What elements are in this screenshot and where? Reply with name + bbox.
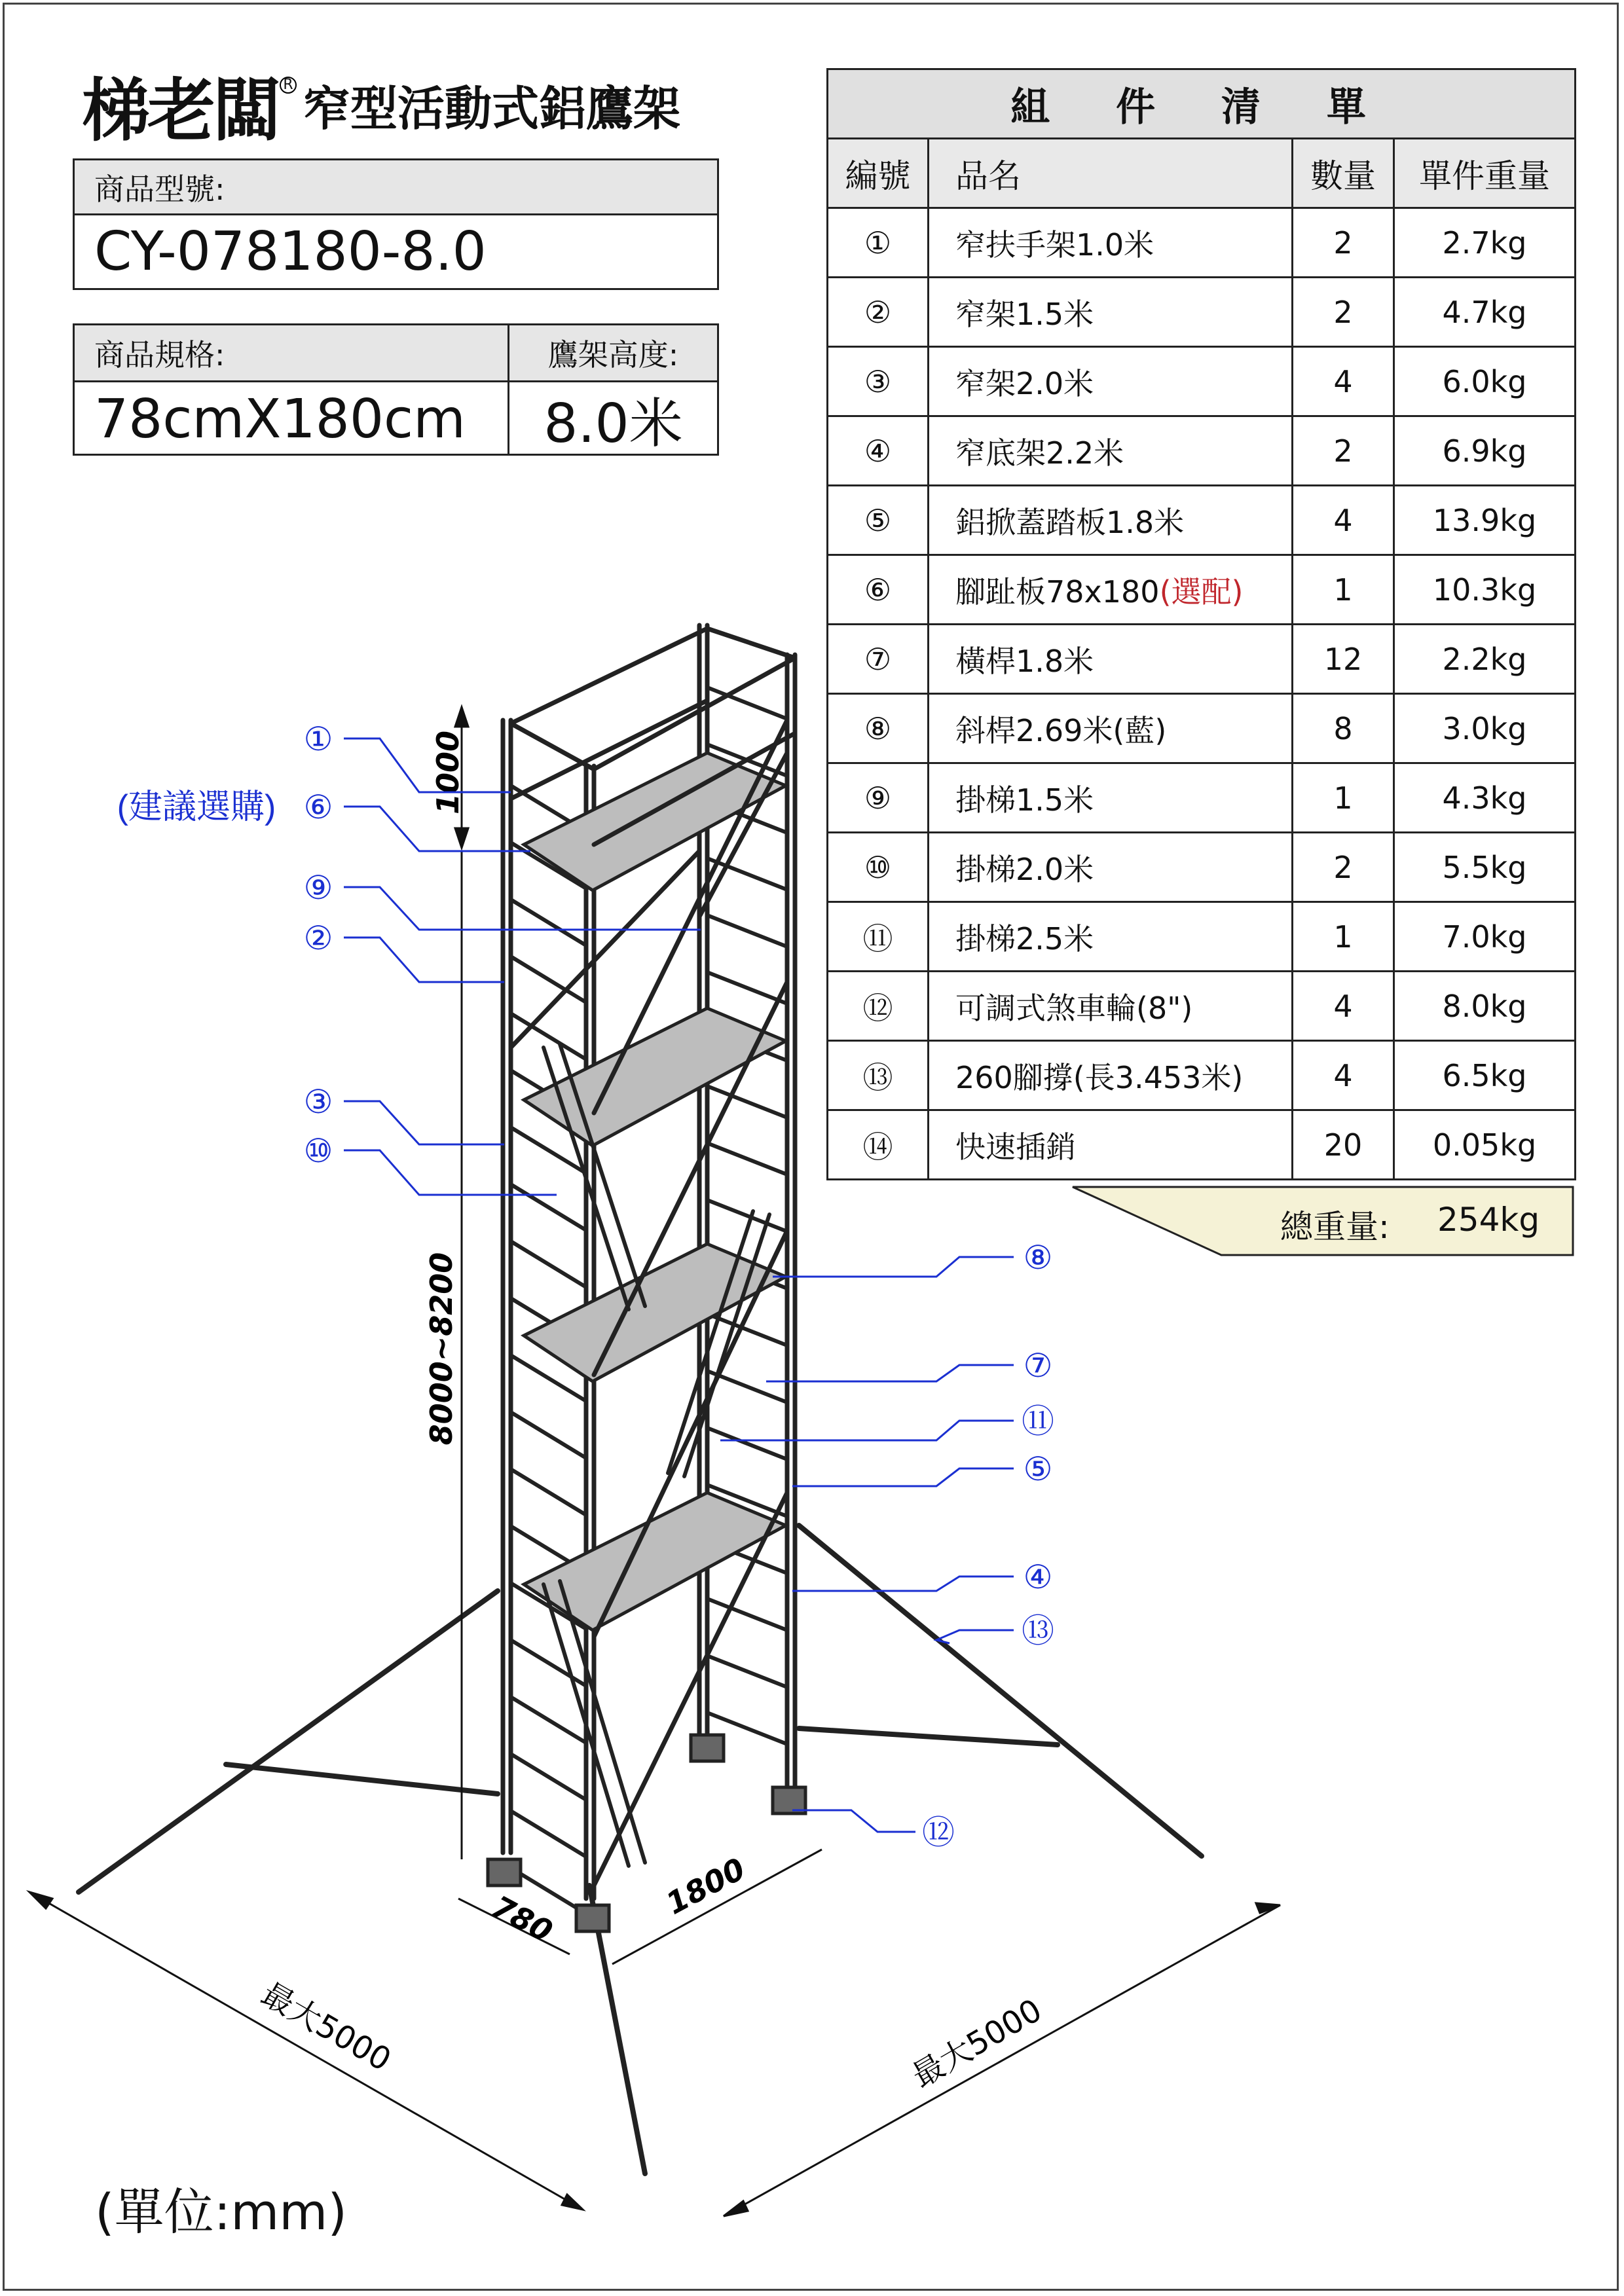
bom-cell-no-text: ⑩ (864, 849, 892, 885)
bom-cell-no-text: ⑦ (864, 641, 892, 677)
bom-cell-qty-text: 20 (1323, 1127, 1363, 1163)
bom-cell-qty-text: 4 (1333, 1057, 1353, 1093)
callout-13: ⑬ (1022, 1612, 1054, 1650)
bom-cell-name-text: 掛梯1.5米 (955, 782, 1094, 818)
bom-cell-no-text: ② (864, 294, 892, 330)
dim-span-right-label: 最大5000 (906, 1992, 1048, 2095)
bom-cell-weight-text: 8.0kg (1442, 988, 1527, 1024)
bom-cell-name-text: 快速插銷 (955, 1129, 1076, 1165)
height-value: 8.0米 (544, 392, 683, 455)
bom-cell-weight-text: 2.2kg (1442, 641, 1527, 677)
bom-cell-no-text: ⑫ (862, 990, 893, 1026)
product-title: 窄型活動式鋁鷹架 (303, 81, 681, 136)
bom-cell-name-text: 斜桿2.69米(藍) (955, 712, 1167, 748)
total-weight-value: 254kg (1437, 1201, 1540, 1239)
callout-4: ④ (1023, 1558, 1053, 1596)
bom-cell-no-text: ⑨ (864, 780, 892, 816)
bom-cell-weight-text: 10.3kg (1432, 572, 1537, 608)
frame-rung (707, 1656, 787, 1687)
frame-rung (707, 915, 787, 947)
height-label: 鷹架高度: (547, 337, 679, 373)
frame-rung (707, 1428, 787, 1459)
bom-cell-weight-text: 2.7kg (1442, 225, 1527, 261)
bom-cell-name-text: 掛梯2.0米 (955, 851, 1094, 887)
bom-cell-qty-text: 4 (1333, 502, 1353, 538)
bom-cell-qty-text: 1 (1333, 780, 1353, 816)
dim-height-label: 8000~8200 (424, 1252, 459, 1446)
bom-cell-weight-text: 5.5kg (1442, 849, 1527, 885)
bom-cell-weight-text: 13.9kg (1432, 502, 1537, 538)
callout-1: ① (303, 720, 333, 758)
bom-cell-no-text: ④ (864, 433, 892, 469)
model-value: CY-078180-8.0 (94, 221, 487, 283)
dim-width-label: 780 (486, 1888, 559, 1950)
optional-note: (選配) (1159, 574, 1244, 610)
bom-cell-name-text: 窄架2.0米 (955, 365, 1094, 401)
col-header-no: 編號 (828, 139, 929, 208)
col-header-name: 品名 (929, 139, 1293, 208)
bom-cell-qty-text: 4 (1333, 363, 1353, 399)
bom-cell-no-text: ① (864, 225, 892, 261)
frame-rung (707, 1143, 787, 1175)
spec-label: 商品規格: (75, 325, 509, 380)
bom-cell-no-text: ⑭ (862, 1129, 893, 1165)
bom-cell-qty-text: 1 (1333, 572, 1353, 608)
callout-3: ③ (303, 1083, 333, 1121)
frame-rungs-right (707, 687, 787, 1744)
bom-title: 組 件 清 單 (828, 69, 1576, 139)
callout-6: ⑥ (303, 788, 333, 826)
callout-5: ⑤ (1023, 1450, 1053, 1488)
brand-logo: 梯老闆 (82, 71, 279, 151)
bom-cell-name-text: 窄扶手架1.0米 (955, 227, 1154, 263)
frame-rung (511, 1469, 586, 1515)
callout-2: ② (303, 919, 333, 957)
bom-cell-no-text: ⑤ (864, 502, 892, 538)
callout-11: ⑪ (1022, 1402, 1054, 1440)
bom-cell-qty-text: 2 (1333, 225, 1353, 261)
callout-10: ⑩ (303, 1132, 333, 1170)
bom-cell-name-text: 鋁掀蓋踏板1.8米 (955, 504, 1185, 540)
bom-cell-no-text: ⑪ (862, 920, 893, 957)
bom-cell-qty-text: 2 (1333, 433, 1353, 469)
callout-12: ⑫ (922, 1813, 955, 1851)
bom-cell-qty-text: 1 (1333, 919, 1353, 955)
bom-cell-weight-text: 3.0kg (1442, 710, 1527, 746)
bom-cell-name-text: 橫桿1.8米 (955, 643, 1094, 679)
frame-rung (511, 1412, 586, 1458)
model-label: 商品型號: (75, 160, 717, 215)
unit-note: (單位:mm) (95, 2183, 347, 2241)
bom-cell-weight-text: 4.7kg (1442, 294, 1527, 330)
bom-cell-name-text: 可調式煞車輪(8") (955, 990, 1193, 1026)
bom-cell-weight-text: 6.5kg (1442, 1057, 1527, 1093)
bom-cell-name-text: 260腳撐(長3.453米) (955, 1059, 1244, 1095)
bom-cell-qty-text: 2 (1333, 849, 1353, 885)
frame-rung (511, 1811, 586, 1857)
bom-cell-name-text: 窄底架2.2米 (955, 435, 1124, 471)
frame-rung (511, 1640, 586, 1686)
frame-rung (707, 1599, 787, 1630)
frame-rung (511, 1184, 586, 1230)
bom-cell-no-text: ⑧ (864, 710, 892, 746)
bom-cell-qty-text: 2 (1333, 294, 1353, 330)
dim-top-label: 1000 (430, 730, 466, 815)
frame-rung (707, 972, 787, 1004)
frame-rung (511, 900, 586, 945)
bom-cell-qty-text: 8 (1333, 710, 1353, 746)
bom-cell-no-text: ⑥ (864, 572, 892, 608)
bom-cell-weight-text: 6.9kg (1442, 433, 1527, 469)
bom-cell-weight-text: 4.3kg (1442, 780, 1527, 816)
col-header-qty: 數量 (1293, 139, 1394, 208)
platform-deck (524, 1008, 786, 1146)
dim-length-label: 1800 (660, 1850, 751, 1922)
bom-cell-name-text: 腳趾板78x180 (955, 574, 1160, 610)
callout-9: ⑨ (303, 869, 333, 907)
dim-span-left-label: 最大5000 (255, 1975, 397, 2079)
frame-rung (707, 687, 787, 719)
bom-cell-weight-text: 6.0kg (1442, 363, 1527, 399)
frame-rung (511, 1241, 586, 1287)
callout-7: ⑦ (1023, 1347, 1053, 1385)
callout-8: ⑧ (1023, 1239, 1053, 1277)
frame-rung (511, 1697, 586, 1743)
frame-rung (511, 1754, 586, 1800)
bom-cell-no-text: ⑬ (862, 1059, 893, 1095)
caster-wheels (488, 1735, 805, 1931)
bom-cell-qty-text: 4 (1333, 988, 1353, 1024)
bom-cell-no-text: ③ (864, 363, 892, 399)
bom-cell-name-text: 窄架1.5米 (955, 296, 1094, 332)
registered-icon: R (280, 77, 297, 94)
bom-cell-weight-text: 7.0kg (1442, 919, 1527, 955)
spec-value: 78cmX180cm (75, 382, 509, 456)
suggest-purchase-label: (建議選購) (117, 788, 276, 826)
frame-rung (707, 1086, 787, 1118)
bom-cell-name-text: 掛梯2.5米 (955, 920, 1094, 957)
total-weight-label: 總重量: (1280, 1208, 1390, 1246)
col-header-weight: 單件重量 (1394, 139, 1576, 208)
bom-cell-weight-text: 0.05kg (1432, 1127, 1537, 1163)
bom-cell-qty-text: 12 (1323, 641, 1363, 677)
